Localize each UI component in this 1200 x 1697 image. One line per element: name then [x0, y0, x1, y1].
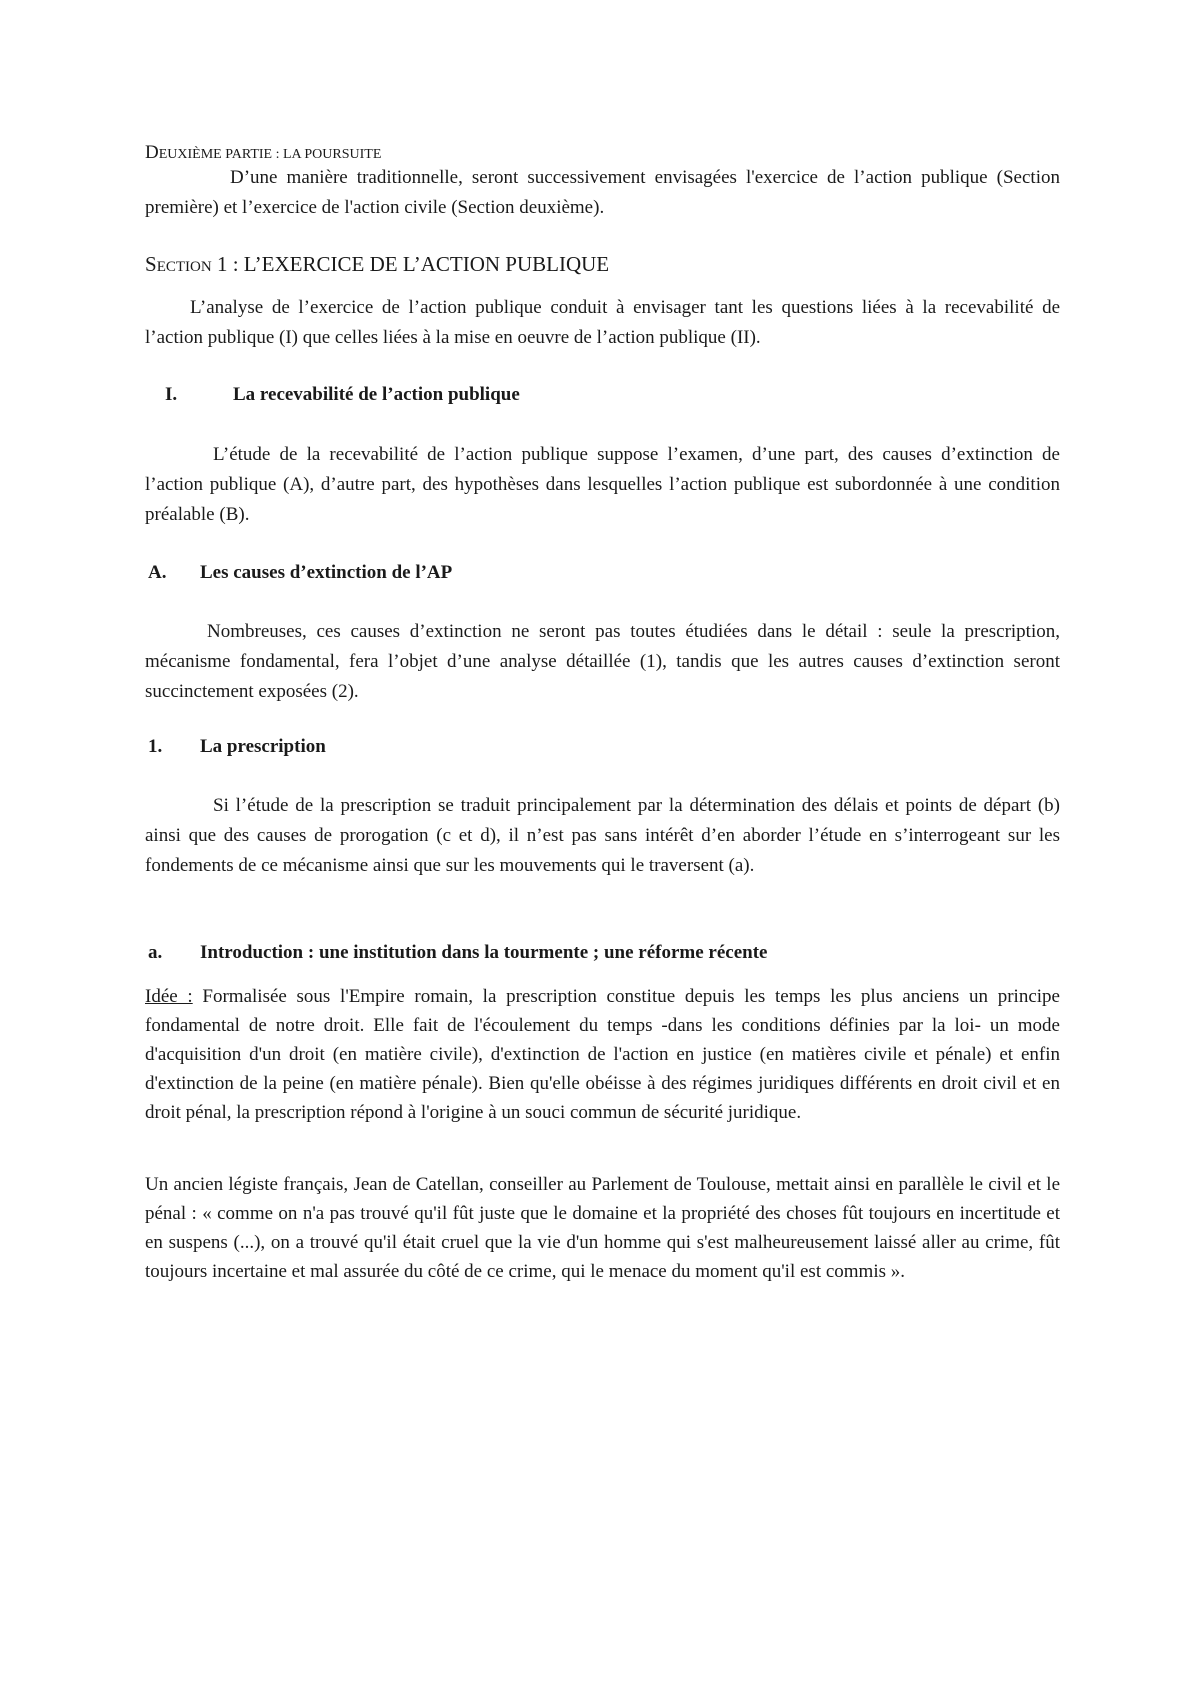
quote-paragraph: Un ancien légiste français, Jean de Catellan, conseiller au Parlement de Toulouse, mettait ainsi en parallèle le civil et le pénal : « comme on n'a pas trouvé qu'il fût juste que le domaine et la propriété des choses fût toujours en incertitude et en suspens (...), on a trouvé qu'il était cruel que la vie d'un homme qui s'est malheureusement laissé aller au crime, fût toujours incertaine et mal assurée du côté de ce crime, qui le menace du moment qu'il est commis ». — [145, 1174, 1060, 1282]
idea-label: Idée : — [145, 986, 193, 1007]
part-title: DEUXIÈME PARTIE : LA POURSUITE — [145, 142, 382, 163]
heading-A: A. Les causes d’extinction de l’AP — [148, 562, 453, 583]
intro-paragraph: D’une manière traditionnelle, seront successivement envisagées l'exercice de l’action publique (Section première) et l’exercice de l'action civile (Section deuxième). — [145, 167, 1060, 218]
heading-a: a. Introduction : une institution dans la tourmente ; une réforme récente — [148, 942, 768, 963]
paragraph-1: Si l’étude de la prescription se traduit principalement par la détermination des délais et points de départ (b) ainsi que des causes de prorogation (c et d), il n’est pas sans intérêt d’en aborder l’étude en s’interrogeant sur les fondements de ce mécanisme ainsi que sur les mouvements qui le traversent (a). — [145, 795, 1060, 876]
heading-I: I. La recevabilité de l’action publique — [165, 384, 520, 405]
idea-paragraph: Idée : Formalisée sous l'Empire romain, la prescription constitue depuis les temps les plus anciens un principe fondamental de notre droit. Elle fait de l'écoulement du temps -dans les conditions définies par la loi- un mode d'acquisition d'un droit (en matière civile), d'extinction de l'action en justice (en matières civile et pénale) et enfin d'extinction de la peine (en matière pénale). Bien qu'elle obéisse à des régimes juridiques différents en droit civil et en droit pénal, la prescription répond à l'origine à un souci commun de sécurité juridique. — [145, 986, 1060, 1123]
paragraph-I: L’étude de la recevabilité de l’action publique suppose l’examen, d’une part, des causes d’extinction de l’action publique (A), d’autre part, des hypothèses dans lesquelles l’action publique est subordonnée à une condition préalable (B). — [145, 444, 1060, 525]
paragraph-A: Nombreuses, ces causes d’extinction ne seront pas toutes étudiées dans le détail : seule la prescription, mécanisme fondamental, fera l’objet d’une analyse détaillée (1), tandis que les autres causes d’extinction seront succinctement exposées (2). — [145, 621, 1060, 702]
section-title: SECTION 1 : L’EXERCICE DE L’ACTION PUBLIQUE — [145, 252, 610, 276]
section-paragraph: L’analyse de l’exercice de l’action publique conduit à envisager tant les questions liées à la recevabilité de l’action publique (I) que celles liées à la mise en oeuvre de l’action publique (II). — [145, 297, 1060, 348]
heading-1: 1. La prescription — [148, 736, 326, 757]
